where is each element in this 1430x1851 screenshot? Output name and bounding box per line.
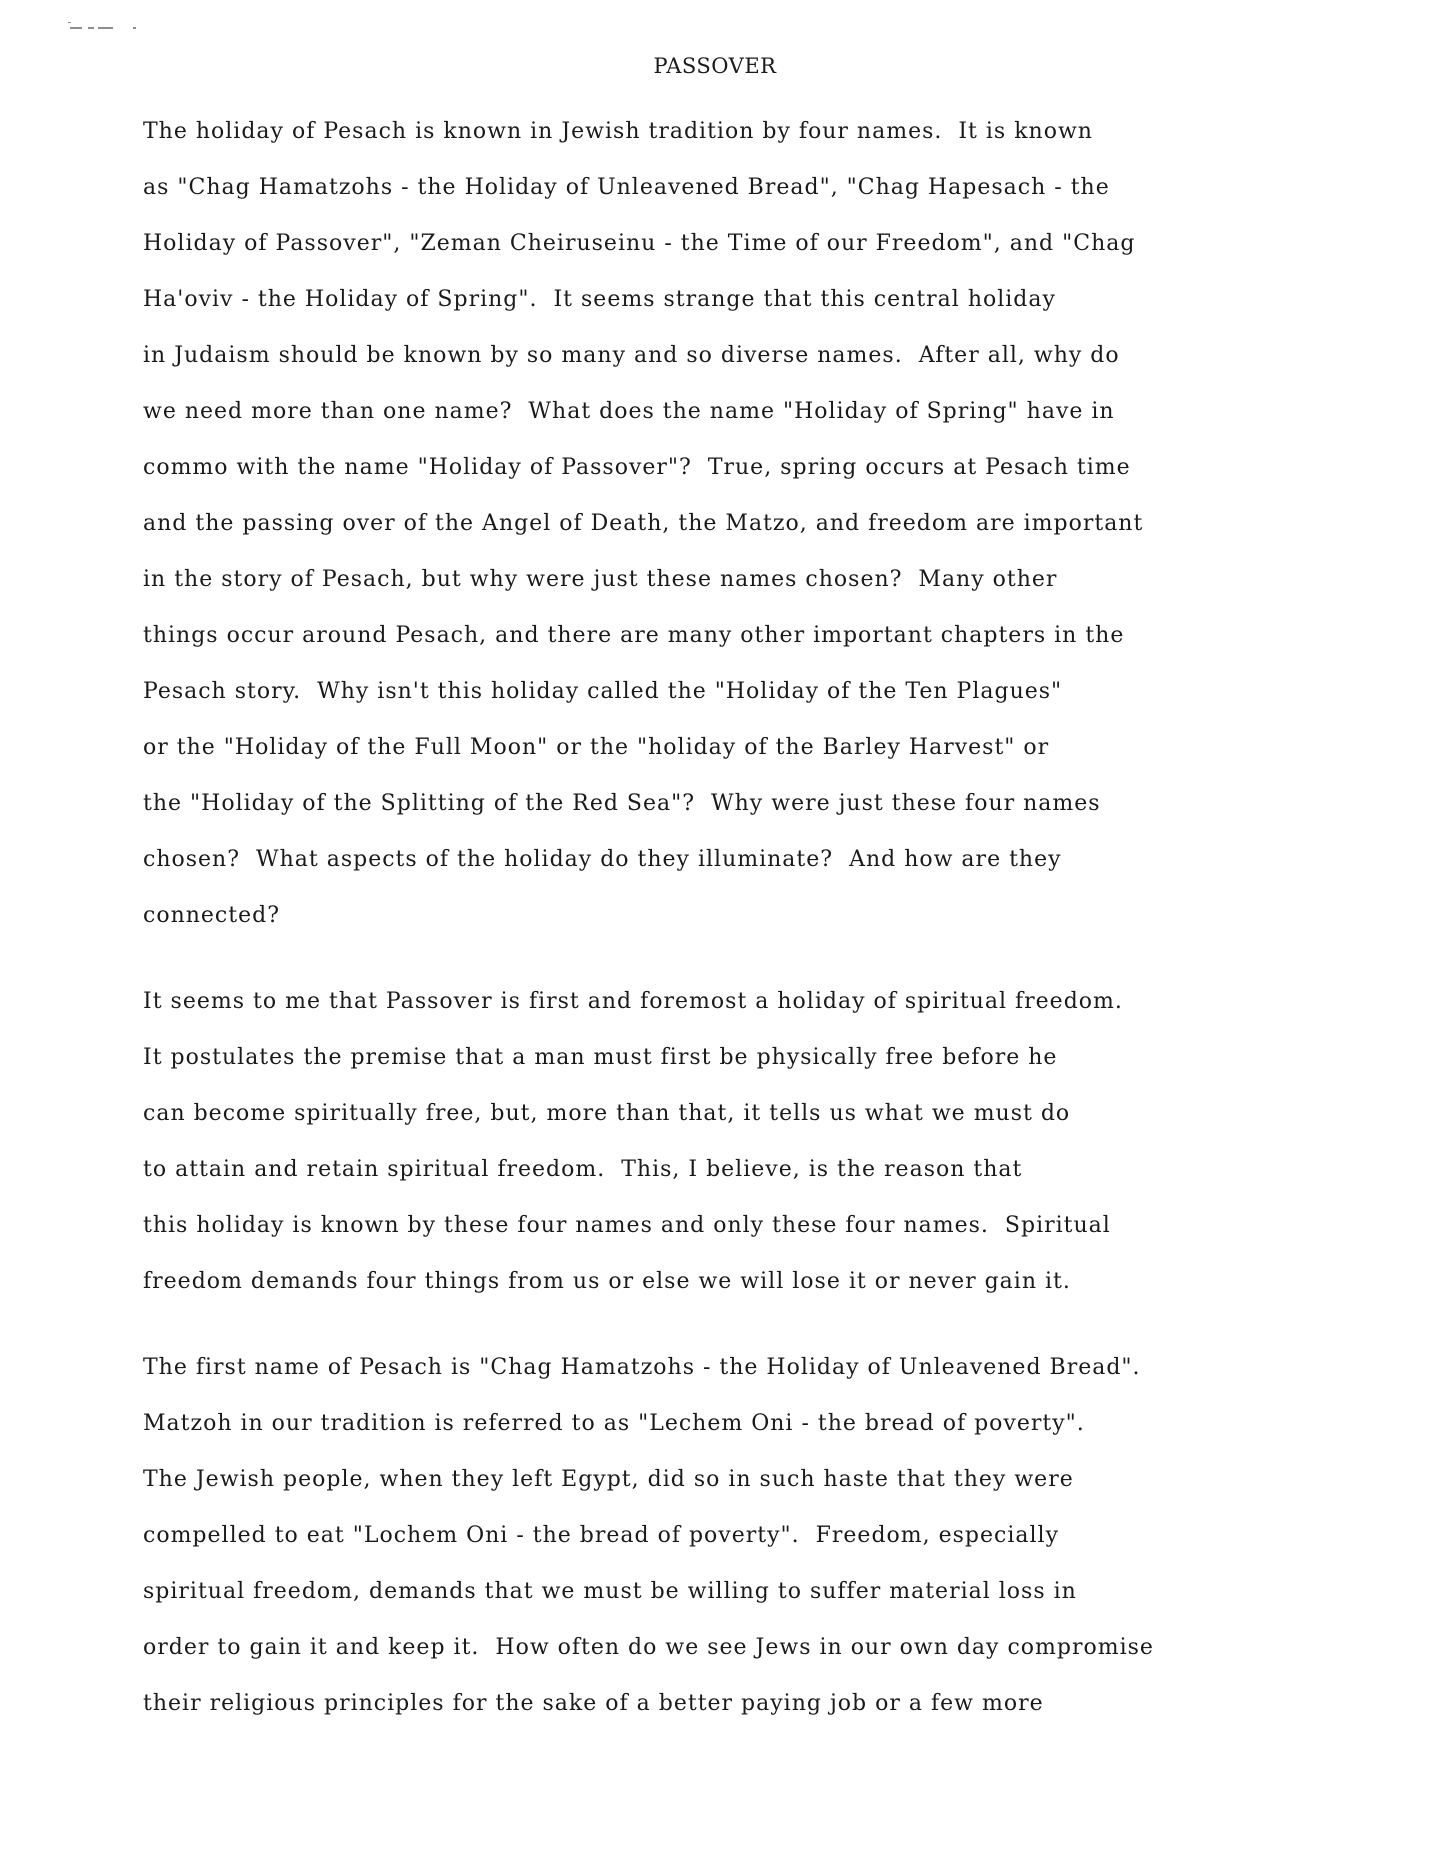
text-line: The first name of Pesach is "Chag Hamatzohs - the Holiday of Unleavened Bread". — [143, 1355, 1141, 1380]
text-line: freedom demands four things from us or else we will lose it or never gain it. — [143, 1269, 1071, 1294]
text-line: order to gain it and keep it. How often do we see Jews in our own day compromise — [143, 1635, 1154, 1660]
text-line: spiritual freedom, demands that we must be willing to suffer material loss in — [143, 1579, 1077, 1604]
text-line: this holiday is known by these four names and only these four names. Spiritual — [143, 1213, 1111, 1238]
text-line: we need more than one name? What does the name "Holiday of Spring" have in — [143, 399, 1115, 424]
text-line: Ha'oviv - the Holiday of Spring". It seems strange that this central holiday — [143, 287, 1056, 312]
text-line: Holiday of Passover", "Zeman Cheiruseinu - the Time of our Freedom", and "Chag — [143, 231, 1136, 256]
text-line: It postulates the premise that a man must first be physically free before he — [143, 1045, 1058, 1070]
paragraph-1 — [143, 104, 1343, 944]
paragraph-3 — [143, 1340, 1343, 1732]
text-line: The holiday of Pesach is known in Jewish tradition by four names. It is known — [143, 119, 1093, 144]
text-line: connected? — [143, 903, 280, 928]
text-line: as "Chag Hamatzohs - the Holiday of Unleavened Bread", "Chag Hapesach - the — [143, 175, 1110, 200]
document-title: PASSOVER — [653, 54, 777, 78]
text-line: in the story of Pesach, but why were just these names chosen? Many other — [143, 567, 1058, 592]
text-line: and the passing over of the Angel of Death, the Matzo, and freedom are important — [143, 511, 1144, 536]
text-line: It seems to me that Passover is first and foremost a holiday of spiritual freedom. — [143, 989, 1123, 1014]
text-line: things occur around Pesach, and there are many other important chapters in the — [143, 623, 1125, 648]
paragraph-gap — [143, 1310, 1343, 1340]
paragraph-gap — [143, 944, 1343, 974]
text-line: chosen? What aspects of the holiday do they illuminate? And how are they — [143, 847, 1062, 872]
text-line: Pesach story. Why isn't this holiday called the "Holiday of the Ten Plagues" — [143, 679, 1063, 704]
text-line: the "Holiday of the Splitting of the Red Sea"? Why were just these four names — [143, 791, 1101, 816]
text-line: in Judaism should be known by so many and so diverse names. After all, why do — [143, 343, 1120, 368]
document-body — [143, 104, 1343, 1732]
text-line: Matzoh in our tradition is referred to as "Lechem Oni - the bread of poverty". — [143, 1411, 1085, 1436]
text-line: compelled to eat "Lochem Oni - the bread of poverty". Freedom, especially — [143, 1523, 1060, 1548]
text-line: can become spiritually free, but, more than that, it tells us what we must do — [143, 1101, 1071, 1126]
corner-scan-mark — [68, 22, 158, 30]
text-line: or the "Holiday of the Full Moon" or the "holiday of the Barley Harvest" or — [143, 735, 1050, 760]
text-line: commo with the name "Holiday of Passover"? True, spring occurs at Pesach time — [143, 455, 1131, 480]
text-line: The Jewish people, when they left Egypt, did so in such haste that they were — [143, 1467, 1074, 1492]
text-line: to attain and retain spiritual freedom. This, I believe, is the reason that — [143, 1157, 1023, 1182]
text-line: their religious principles for the sake of a better paying job or a few more — [143, 1691, 1044, 1716]
paragraph-2 — [143, 974, 1343, 1310]
